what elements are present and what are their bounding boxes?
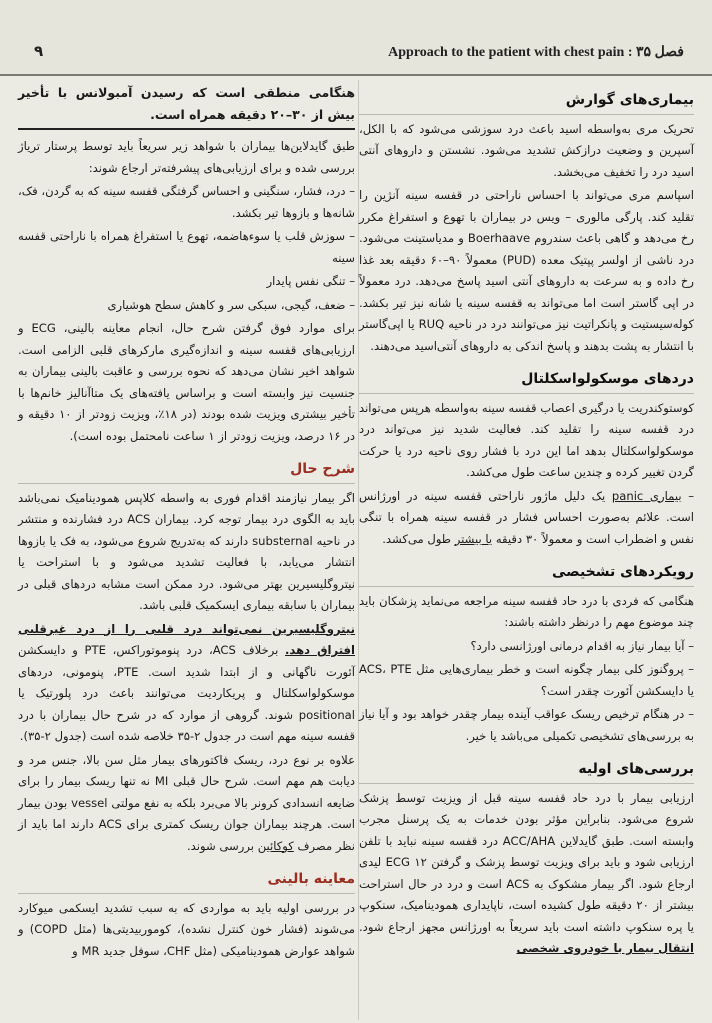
left-column (18, 78, 355, 964)
nitro-rest: برخلاف ACS، درد پنوموتوراکس، PTE و دایسکشن آئورت ناگهانی و از ابتدا شدید است. PTE، پنومونی، دردهای موسکولواسکلتال و پریکاردیت می‌توانند باعث درد پلورتیک یا positional شوند. گروهی از موارد که در شرح حال بیماران با درد قفسه سینه مهم است در جدول ۲-۳۵ خلاصه شده است (جدول ۲-۳۵). (18, 643, 355, 743)
paragraph: هنگامی که فردی با درد حاد قفسه سینه مراجعه می‌نماید پزشکان باید چند موضوع مهم را درنظر داشته باشند: (359, 593, 694, 629)
list-item: – درد، فشار، سنگینی و احساس گرفتگی قفسه سینه که به گردن، فک، شانه‌ها و بازوها تیر بکشد. (18, 184, 355, 220)
lead-statement: هنگامی منطقی است که رسیدن آمبولانس با تأخیر بیش از ۳۰–۲۰ دقیقه همراه است. (18, 82, 355, 130)
paragraph: اسپاسم مری می‌تواند با احساس ناراحتی در قفسه سینه آنژین را تقلید کند. پارگی مالوری – ویس در بیماران با تهوع و استفراغ مکرر رخ می‌دهد و گاهی باعث سندروم Boerhaave و مدیاستینت می‌شود. درد ناشی از اولسر پپتیک معده (PUD) معمولاً ۹۰–۶۰ دقیقه بعد غذا رخ داده و به سرعت به داروهای آنتی اسید پاسخ می‌دهد. درد معمولاً در اپی گاستر است اما می‌تواند به قفسه سینه یا شانه نیز تیر بکشد. کوله‌سیستیت و پانکراتیت نیز می‌توانند درد در ناحیه RUQ یا اپی‌گاستر با انتشار به پشت بدهند و پاسخ اندکی به داروهای آنتی‌اسید می‌دهند. (359, 188, 694, 353)
heading-physical-exam: معاینه بالینی (18, 869, 355, 894)
cocaine-term: کوکائین (257, 838, 294, 853)
paragraph: اگر بیمار نیازمند اقدام فوری به واسطه کلاپس همودینامیک نمی‌باشد باید به الگوی درد بیمار توجه کرد. بیماران ACS درد فشارنده و منتشر در ناحیه substernal دارند که به‌تدریج شروع می‌شود، به فک یا بازوها انتشار می‌یابد، با فعالیت تشدید می‌شود و با استراحت یا نیتروگلیسیرین بهتر می‌شود. درد ممکن است مشابه دردهای قبلی در بیماران با سابقه بیماری ایسکمیک قلبی باشد. (18, 490, 355, 612)
paragraph-panic (359, 486, 694, 551)
list-item: – تنگی نفس پایدار (266, 274, 355, 288)
heading-history: شرح حال (18, 459, 355, 484)
page-number: ۹ (34, 42, 44, 60)
paragraph: طبق گایدلاین‌ها بیماران با شواهد زیر سریعاً باید توسط پرستار تریاژ بررسی شده و برای ارزیابی‌های پیشرفته‌تر ارجاع شوند: (18, 139, 355, 175)
list-item: – پروگنوز کلی بیمار چگونه است و خطر بیماری‌هایی مثل ACS، PTE یا دایسکشن آئورت چقدر است؟ (359, 662, 694, 698)
heading-gi-diseases: بیماری‌های گوارش (359, 90, 694, 115)
list-item: – در هنگام ترخیص ریسک عواقب آینده بیمار چقدر خواهد بود و آیا نیاز به بررسی‌های تشخیصی تکمیلی می‌باشد یا خیر. (359, 707, 694, 743)
running-title: Approach to the patient with chest pain : فصل ۳۵ (388, 45, 684, 60)
heading-initial-assessment: بررسی‌های اولیه (359, 759, 694, 784)
list-item: – سوزش قلب یا سوءهاضمه، تهوع یا استفراغ همراه با ناراحتی قفسه سینه (18, 229, 355, 265)
paragraph (359, 788, 694, 960)
list-item: – آیا بیمار نیاز به اقدام درمانی اورژانسی دارد؟ (470, 638, 694, 653)
panic-body: یک دلیل ماژور ناراحتی قفسه سینه در اورژانس است. علائم به‌صورت احساس فشار در قفسه سینه همراه با تنگی نفس و اضطراب است و معمولاً ۳۰ دقیقه (359, 488, 694, 546)
bullet-dash: – (681, 488, 694, 503)
assessment-bold: انتقال بیمار با خودروی شخصی (516, 941, 694, 955)
assessment-text: ارزیابی بیمار با درد حاد قفسه سینه قبل از ویزیت توسط پزشک شروع می‌شود. بنابراین مؤثر بودن خدمات به یک پرسنل مجرب وابسته است. طبق گایدلاین ACC/AHA درد قفسه سینه نباید با تلفن ارزیابی شود و باید برای ویزیت توسط پزشک و گرفتن ECG ۱۲ لیدی ارجاع شود. اگر بیمار مشکوک به ACS است و درد در حال استراحت بیشتر از ۲۰ دقیقه طول کشیده است، ناپایداری همودینامیک، سنکوپ یا پره سنکوپ داشته است باید سریعاً به اورژانس مجهز ارجاع شود. (359, 790, 694, 934)
panic-term: بیماری panic (611, 488, 682, 503)
heading-musculoskeletal: دردهای موسکولواسکلتال (359, 369, 694, 394)
risk-end: بررسی شوند. (187, 838, 258, 853)
risk-text: علاوه بر نوع درد، ریسک فاکتورهای بیمار مثل سن بالا، جنس مرد و دیابت هم مهم است. شرح حال قبلی MI نه تنها ریسک بیمار را برای ضایعه انسدادی کرونر بالا می‌برد بلکه به نفع مولتی vessel بودن بیمار است. هرچند بیماران جوان ریسک کمتری برای ACS دارند اما باید از نظر مصرف (18, 752, 355, 853)
right-column (359, 78, 694, 962)
paragraph-nitroglycerin (18, 619, 355, 748)
paragraph-risk (18, 750, 355, 858)
paragraph: کوستوکندریت یا درگیری اعصاب قفسه سینه به‌واسطه هرپس می‌تواند درد قفسه سینه را تقلید کند. فعالیت شدید نیز می‌تواند درد موسکولواسکلتال بدهد اما این درد با فشار روی ناحیه درد یا حرکت گردن تغییر کرده و چندین ساعت طول می‌کشد. (359, 400, 694, 479)
heading-diagnostic-approach: رویکرد‌های تشخیصی (359, 562, 694, 587)
list-item: – ضعف، گیجی، سبکی سر و کاهش سطح هوشیاری (107, 297, 355, 312)
paragraph: برای موارد فوق گرفتن شرح حال، انجام معاینه بالینی، ECG و ارزیابی‌های قفسه سینه و اندازه‌گیری مارکرهای قلبی الزامی است. شواهد اخیر نشان می‌دهد که نحوه بررسی و عاقبت بالینی بیماران به جنسیت نیز وابسته است و براساس یافته‌های یک متاآنالیز خانم‌ها با تأخیر بیشتری ویزیت شده بودند (در ۱۸٪، ویزیت زودتر از ۱۰ دقیقه و در ۱۶ درصد، ویزیت زودتر از ۱ ساعت نامحتمل بوده است). (18, 321, 355, 443)
paragraph: تحریک مری به‌واسطه اسید باعث درد سوزشی می‌شود که با الکل، آسپرین و وضعیت درازکش تشدید می‌شود. نشستن و داروهای آنتی اسید درد را تخفیف می‌بخشد. (359, 121, 694, 179)
paragraph: در بررسی اولیه باید به مواردی که به سبب تشدید ایسکمی میوکارد می‌شوند (فشار خون کنترل نشده)، کوموربیدیتی‌ها (مثل COPD) و شواهد عوارض همودینامیکی (مثل CHF، سوفل جدید MR و (18, 900, 355, 958)
page-header (0, 0, 712, 76)
nitro-bold: نیتروگلیسیرین نمی‌تواند درد قلبی را از درد غیرقلبی افتراق دهد. (18, 621, 355, 657)
panic-end: طول می‌کشد. (382, 531, 455, 546)
panic-duration: یا بیشتر (454, 531, 493, 546)
